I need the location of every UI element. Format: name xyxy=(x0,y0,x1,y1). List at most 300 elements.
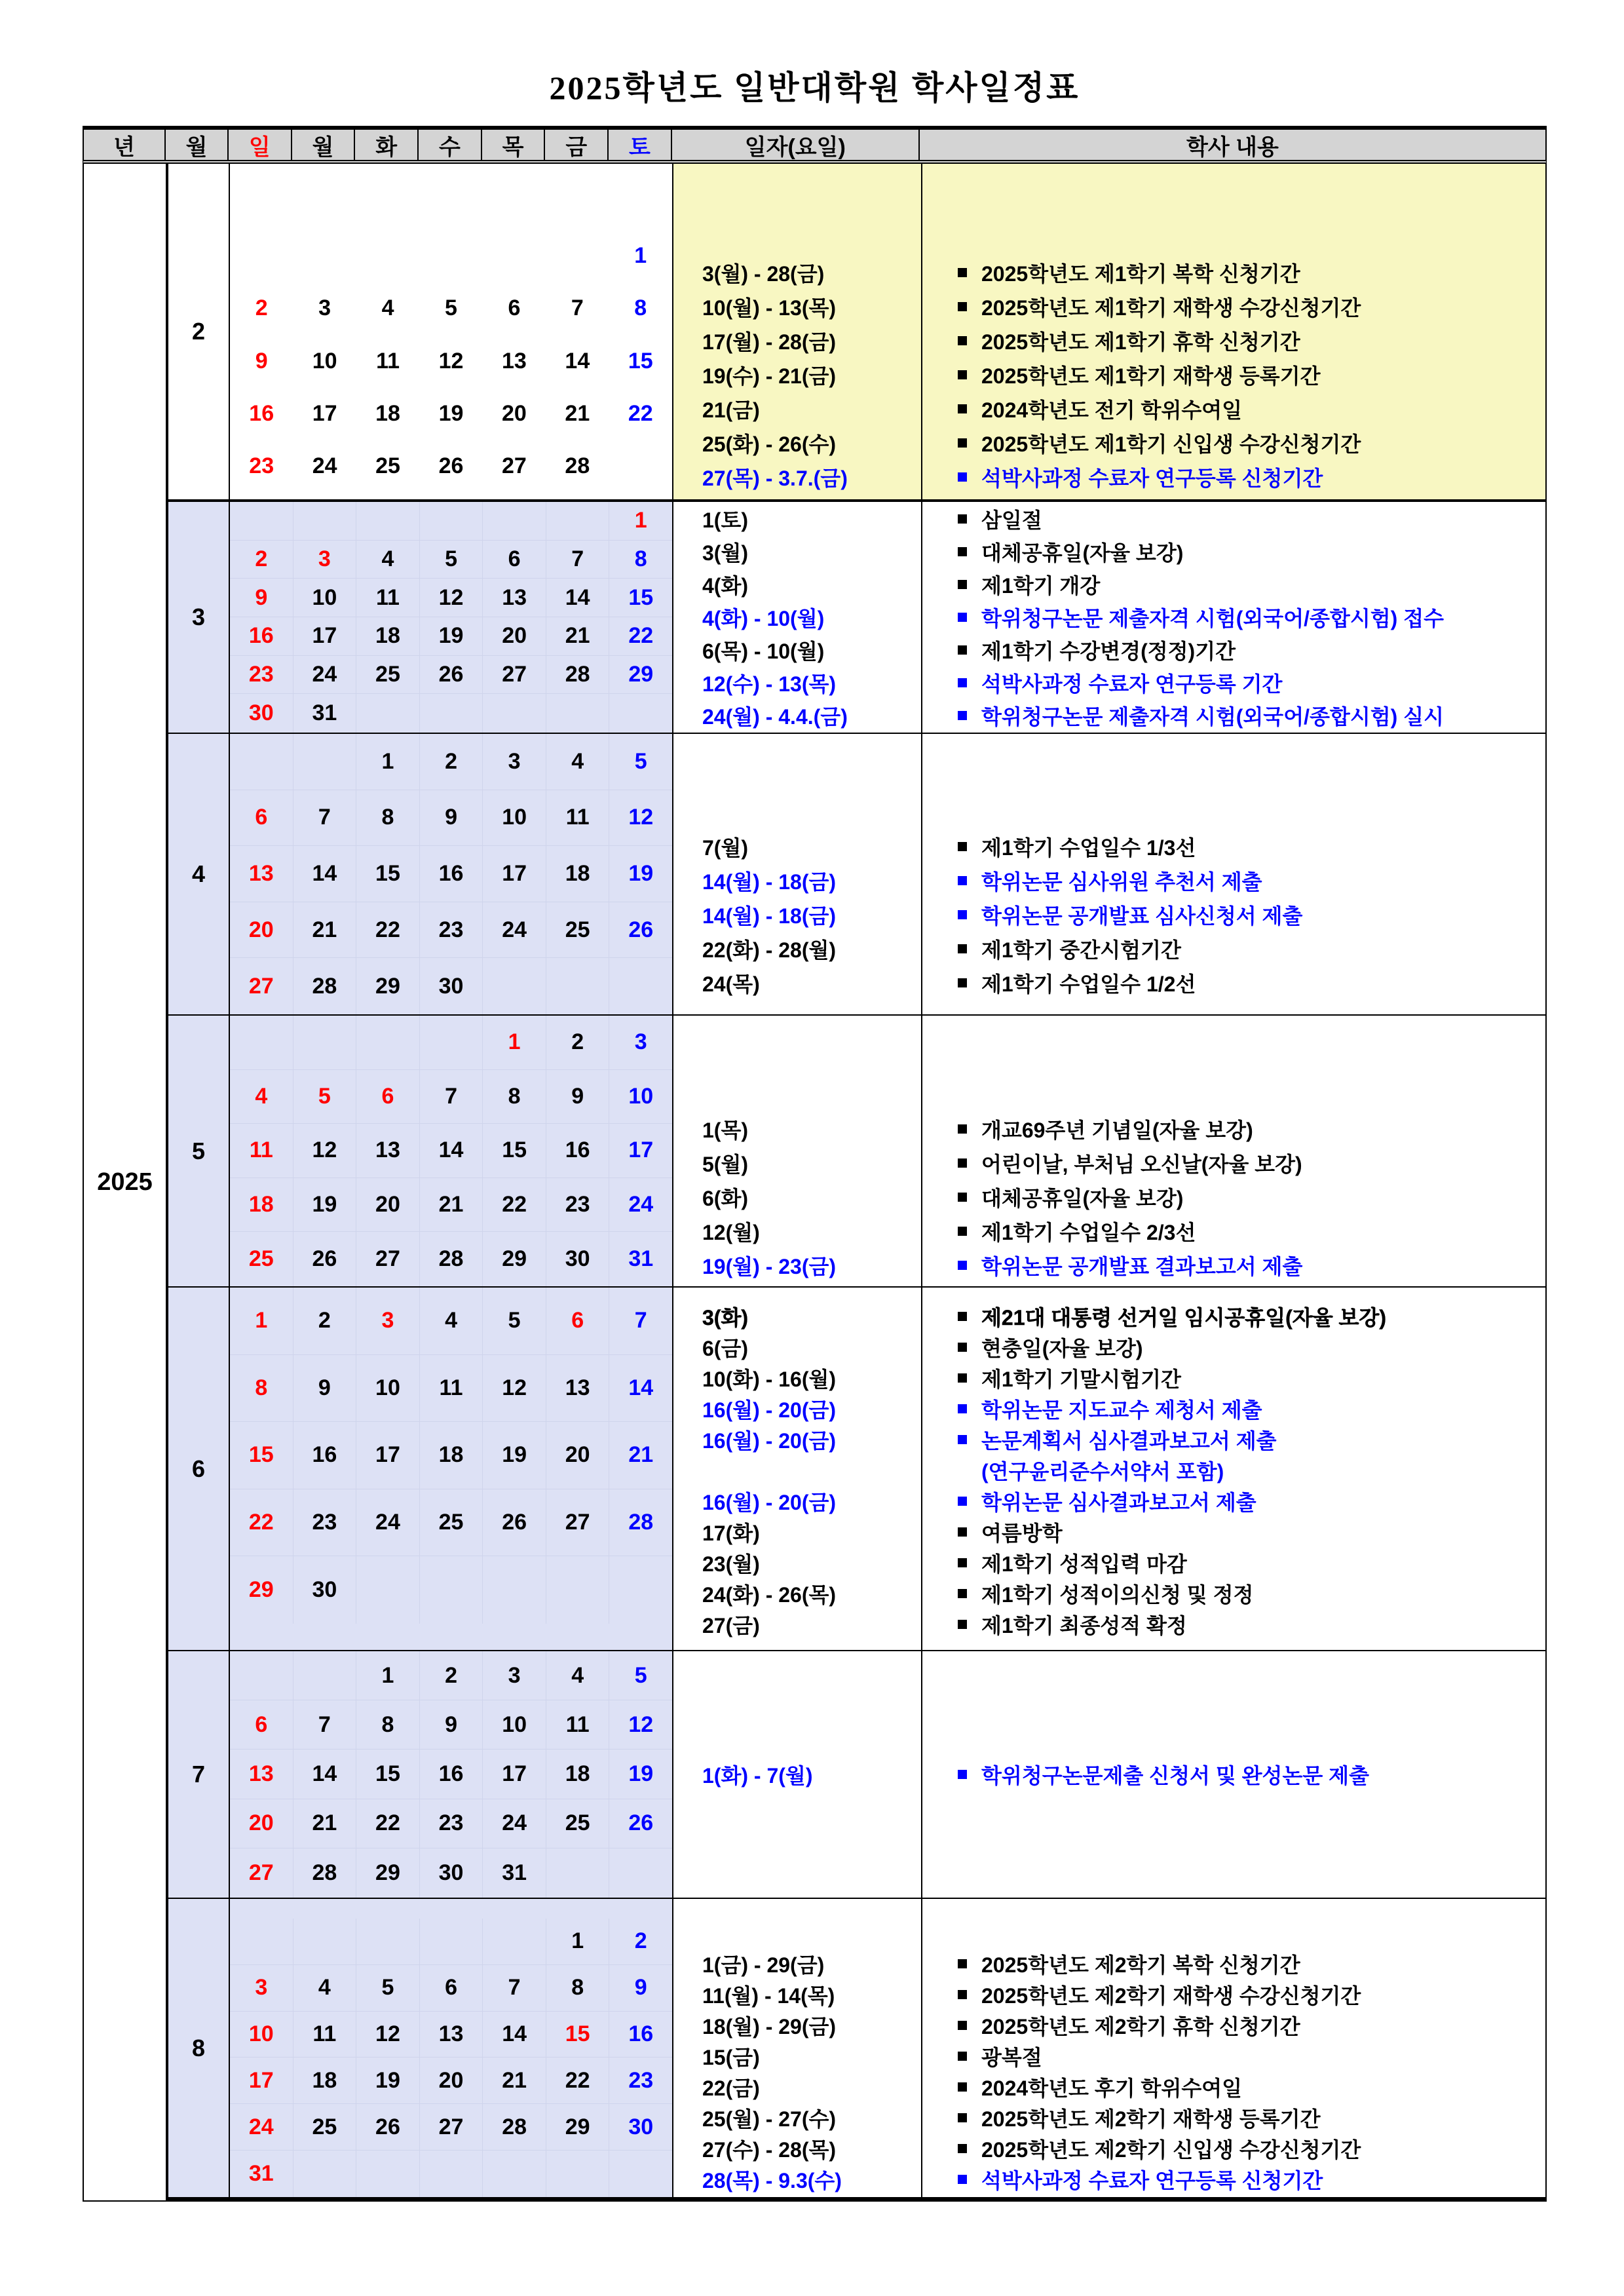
schedule-date: 6(목) - 10(월) xyxy=(702,640,825,663)
academic-calendar-table xyxy=(83,126,1547,2202)
schedule-text: 대체공휴일(자율 보강) xyxy=(921,537,1183,567)
day-number: 17 xyxy=(628,1138,654,1163)
day-number: 25 xyxy=(438,1510,464,1535)
day-number: 26 xyxy=(438,662,464,687)
schedule-item xyxy=(673,290,1545,324)
schedule-text: 학위논문 공개발표 심사신청서 제출 xyxy=(921,900,1302,930)
schedule-item xyxy=(673,1547,1545,1578)
day-number: 6 xyxy=(571,1308,584,1333)
schedule-item xyxy=(673,1146,1545,1180)
day-number: 2 xyxy=(255,546,268,571)
calendar-day-cell xyxy=(230,846,293,902)
day-number: 17 xyxy=(502,1761,527,1786)
calendar-day-cell xyxy=(293,846,357,902)
calendar-week xyxy=(230,579,672,617)
bullet-square-icon xyxy=(958,978,967,987)
calendar-day-cell xyxy=(609,229,672,282)
day-number: 19 xyxy=(628,860,654,886)
schedule-text: 개교69주년 기념일(자율 보강) xyxy=(921,1114,1253,1144)
schedule-text: 대체공휴일(자율 보강) xyxy=(921,1182,1183,1212)
day-number: 8 xyxy=(381,1712,394,1737)
calendar-day-cell xyxy=(483,1178,546,1233)
schedule-date: 19(월) - 23(금) xyxy=(702,1255,837,1278)
day-number: 16 xyxy=(438,860,464,886)
schedule-date: 4(화) xyxy=(702,574,749,598)
day-number: 24 xyxy=(312,662,337,687)
calendar-day-cell xyxy=(230,1422,293,1489)
calendar-day-cell xyxy=(420,1422,483,1489)
calendar-day-cell xyxy=(546,1232,610,1286)
calendar-week xyxy=(230,694,672,733)
calendar-day-cell xyxy=(293,1124,357,1178)
schedule-item xyxy=(673,1578,1545,1609)
month-label-2: 2 xyxy=(191,318,206,345)
schedule-date: 25(화) - 26(수) xyxy=(702,432,837,456)
calendar-day-cell xyxy=(483,1288,546,1355)
schedule-item xyxy=(673,1331,1545,1362)
day-number: 12 xyxy=(375,2021,400,2047)
day-number: 16 xyxy=(249,400,274,426)
calendar-week xyxy=(230,1919,672,1965)
schedule-text: 2024학년도 전기 학위수여일 xyxy=(921,394,1242,424)
calendar-day-cell xyxy=(609,1355,672,1423)
schedule-item xyxy=(673,392,1545,426)
day-number: 24 xyxy=(312,453,337,479)
calendar-day-cell xyxy=(546,1422,610,1489)
day-number: 4 xyxy=(445,1308,457,1333)
schedule-text: 학위논문 심사위원 추천서 제출 xyxy=(921,866,1262,896)
schedule-date: 10(월) - 13(목) xyxy=(702,296,837,320)
schedule-item xyxy=(673,898,1545,932)
day-number: 13 xyxy=(565,1375,590,1400)
schedule-date: 6(금) xyxy=(702,1336,749,1360)
calendar-week xyxy=(230,1700,672,1750)
calendar-week xyxy=(230,1178,672,1233)
day-number: 1 xyxy=(634,508,647,533)
schedule-text: 제1학기 중간시험기간 xyxy=(921,934,1181,964)
day-number: 3 xyxy=(255,1975,268,2000)
calendar-day-cell xyxy=(546,1965,610,2012)
month-label-5: 5 xyxy=(168,1016,229,1286)
calendar-day-cell xyxy=(483,1700,546,1750)
day-number: 21 xyxy=(312,917,337,942)
day-number: 21 xyxy=(628,1442,654,1468)
bullet-square-icon xyxy=(958,1261,967,1270)
calendar-day-cell xyxy=(230,902,293,959)
day-number: 18 xyxy=(438,1442,464,1468)
day-number: 28 xyxy=(565,662,590,687)
calendar-day-cell xyxy=(546,1651,610,1700)
calendar-day-cell xyxy=(420,1651,483,1700)
calendar-day-cell xyxy=(356,1124,420,1178)
schedule-date: 25(월) - 27(수) xyxy=(702,2107,837,2131)
calendar-day-cell xyxy=(420,694,483,733)
calendar-day-cell xyxy=(420,1750,483,1799)
calendar-day-cell xyxy=(420,1124,483,1178)
day-number: 3 xyxy=(634,1029,647,1055)
schedule-text: 2025학년도 제1학기 재학생 등록기간 xyxy=(921,360,1321,390)
calendar-day-cell xyxy=(293,579,357,617)
calendar-day-cell xyxy=(293,282,356,334)
calendar-day-cell xyxy=(546,694,610,733)
calendar-day-cell xyxy=(420,1919,483,1965)
calendar-day-cell xyxy=(293,502,357,541)
day-number: 30 xyxy=(312,1577,337,1603)
schedule-text: 제1학기 수업일수 2/3선 xyxy=(921,1216,1196,1246)
calendar-day-cell xyxy=(546,229,609,282)
calendar-day-cell xyxy=(546,1355,610,1423)
day-number: 21 xyxy=(565,623,590,649)
day-number: 18 xyxy=(375,400,400,426)
schedule-date: 22(금) xyxy=(702,2076,760,2100)
calendar-day-cell xyxy=(230,1919,293,1965)
calendar-day-cell xyxy=(420,2057,483,2104)
calendar-week xyxy=(230,229,672,282)
schedule-date: 19(수) - 21(금) xyxy=(702,364,837,388)
calendar-week xyxy=(230,440,672,493)
day-number: 2 xyxy=(445,1662,457,1688)
calendar-day-cell xyxy=(356,2057,420,2104)
schedule-date: 16(월) - 20(금) xyxy=(702,1490,837,1514)
day-number: 31 xyxy=(628,1246,654,1272)
schedule-date: 12(월) xyxy=(702,1221,760,1244)
calendar-day-cell xyxy=(483,2057,546,2104)
calendar-day-cell xyxy=(293,1799,357,1848)
calendar-day-cell xyxy=(293,387,356,440)
month-row-3 xyxy=(168,502,1545,734)
calendar-day-cell xyxy=(546,1124,610,1178)
schedule-item xyxy=(673,460,1545,494)
calendar-day-cell xyxy=(230,502,293,541)
day-number: 6 xyxy=(508,296,521,321)
day-number: 18 xyxy=(248,1192,274,1217)
calendar-day-cell xyxy=(356,1556,420,1624)
calendar-day-cell xyxy=(293,1489,357,1557)
day-number: 12 xyxy=(438,584,464,610)
calendar-day-cell xyxy=(483,282,546,334)
calendar-day-cell xyxy=(546,902,610,959)
calendar-day-cell xyxy=(356,1651,420,1700)
day-number: 27 xyxy=(375,1246,400,1272)
calendar-day-cell xyxy=(293,1750,357,1799)
bullet-square-icon xyxy=(958,336,967,345)
day-number: 10 xyxy=(502,1712,527,1737)
calendar-day-cell xyxy=(356,541,420,579)
day-number: 16 xyxy=(438,1761,464,1786)
schedule-text: 2025학년도 제2학기 재학생 등록기간 xyxy=(921,2103,1321,2133)
day-number: 2 xyxy=(634,1928,647,1954)
bullet-square-icon xyxy=(958,1527,967,1537)
schedule-date: 3(화) xyxy=(702,1305,749,1330)
calendar-day-cell xyxy=(546,335,609,387)
day-number: 24 xyxy=(502,917,527,942)
calendar-day-cell xyxy=(230,958,293,1014)
calendar-day-cell xyxy=(293,1232,357,1286)
month-row-2 xyxy=(168,164,1545,502)
day-number: 25 xyxy=(312,2114,337,2139)
date-content-divider xyxy=(921,1899,922,2197)
bullet-square-icon xyxy=(958,2113,967,2122)
calendar-day-cell xyxy=(546,387,609,440)
schedule-item xyxy=(673,1455,1545,1485)
calendar-day-cell xyxy=(546,1799,610,1848)
calendar-day-cell xyxy=(483,790,546,847)
calendar-day-cell xyxy=(546,958,610,1014)
schedule-date: 28(목) - 9.3(수) xyxy=(702,2168,842,2192)
header-day-sat: 토 xyxy=(609,130,672,160)
month-row-7 xyxy=(168,1651,1545,1899)
month-4-schedule xyxy=(672,734,1545,1014)
calendar-day-cell xyxy=(419,229,482,282)
calendar-day-cell xyxy=(293,229,356,282)
schedule-item xyxy=(673,601,1545,634)
schedule-date: 12(수) - 13(목) xyxy=(702,672,837,696)
day-number: 18 xyxy=(565,860,590,886)
calendar-day-cell xyxy=(609,1651,672,1700)
calendar-day-cell xyxy=(293,2151,357,2197)
calendar-day-cell xyxy=(356,902,420,959)
date-content-divider xyxy=(921,1288,922,1650)
calendar-day-cell xyxy=(420,502,483,541)
schedule-item xyxy=(673,426,1545,460)
calendar-day-cell xyxy=(546,2104,610,2151)
month-rows-container xyxy=(166,164,1545,2202)
calendar-day-cell xyxy=(483,1124,546,1178)
calendar-day-cell xyxy=(230,440,293,493)
calendar-day-cell xyxy=(420,2012,483,2058)
calendar-week xyxy=(230,734,672,790)
month-3-calendar xyxy=(229,502,672,733)
day-number: 6 xyxy=(255,1712,268,1737)
day-number: 30 xyxy=(565,1246,590,1272)
schedule-date: 24(목) xyxy=(702,972,760,996)
schedule-item xyxy=(673,2164,1545,2194)
day-number: 19 xyxy=(628,1761,654,1786)
calendar-week xyxy=(230,1489,672,1557)
day-number: 3 xyxy=(508,1662,521,1688)
calendar-day-cell xyxy=(483,1651,546,1700)
schedule-text: 제1학기 기말시험기간 xyxy=(921,1363,1181,1393)
day-number: 11 xyxy=(439,1375,463,1400)
bullet-square-icon xyxy=(958,1990,967,1999)
calendar-day-cell xyxy=(483,1919,546,1965)
calendar-day-cell xyxy=(293,1070,357,1124)
day-number: 22 xyxy=(375,1810,400,1836)
schedule-date: 10(화) - 16(월) xyxy=(702,1367,837,1391)
day-number: 13 xyxy=(248,1761,274,1786)
day-number: 27 xyxy=(565,1510,590,1535)
day-number: 26 xyxy=(628,1810,654,1836)
calendar-day-cell xyxy=(609,1919,672,1965)
calendar-day-cell xyxy=(230,1651,293,1700)
day-number: 26 xyxy=(628,917,654,942)
schedule-item xyxy=(673,2133,1545,2164)
day-number: 18 xyxy=(565,1761,590,1786)
schedule-item xyxy=(673,1180,1545,1214)
bullet-square-icon xyxy=(958,678,967,687)
calendar-day-cell xyxy=(483,2151,546,2197)
day-number: 13 xyxy=(375,1138,400,1163)
day-number: 29 xyxy=(375,1860,400,1885)
day-number: 10 xyxy=(375,1375,400,1400)
bullet-square-icon xyxy=(958,1373,967,1383)
calendar-day-cell xyxy=(356,1965,420,2012)
calendar-day-cell xyxy=(293,902,357,959)
calendar-day-cell xyxy=(420,1355,483,1423)
calendar-day-cell xyxy=(546,1070,610,1124)
table-header-row xyxy=(83,130,1547,164)
calendar-day-cell xyxy=(483,387,546,440)
calendar-day-cell xyxy=(546,440,609,493)
calendar-week xyxy=(230,846,672,902)
calendar-week xyxy=(230,1965,672,2012)
bullet-square-icon xyxy=(958,645,967,655)
day-number: 14 xyxy=(312,860,337,886)
day-number: 28 xyxy=(438,1246,464,1272)
day-number: 7 xyxy=(508,1975,521,2000)
calendar-day-cell xyxy=(230,656,293,695)
page-title: 2025학년도 일반대학원 학사일정표 xyxy=(549,69,1080,106)
day-number: 9 xyxy=(318,1375,331,1400)
day-number: 9 xyxy=(571,1083,584,1109)
schedule-item xyxy=(673,1112,1545,1146)
schedule-date: 24(월) - 4.4.(금) xyxy=(702,705,848,729)
calendar-day-cell xyxy=(609,282,672,334)
calendar-day-cell xyxy=(483,902,546,959)
day-number: 3 xyxy=(508,748,521,774)
day-number: 14 xyxy=(438,1138,464,1163)
calendar-day-cell xyxy=(356,502,420,541)
calendar-day-cell xyxy=(609,790,672,847)
day-number: 11 xyxy=(249,1138,273,1163)
calendar-day-cell xyxy=(483,1965,546,2012)
calendar-day-cell xyxy=(546,1489,610,1557)
calendar-day-cell xyxy=(420,617,483,656)
calendar-day-cell xyxy=(293,790,357,847)
calendar-day-cell xyxy=(546,1848,610,1898)
schedule-date: 11(월) - 14(목) xyxy=(702,1983,835,2008)
calendar-week xyxy=(230,387,672,440)
month-5-schedule xyxy=(672,1016,1545,1286)
calendar-day-cell xyxy=(293,1700,357,1750)
day-number: 7 xyxy=(634,1308,647,1333)
schedule-text: 2025학년도 제1학기 복학 신청기간 xyxy=(921,258,1300,288)
calendar-day-cell xyxy=(609,1422,672,1489)
month-7-calendar xyxy=(229,1651,672,1898)
calendar-day-cell xyxy=(609,2012,672,2058)
bullet-square-icon xyxy=(958,1158,967,1168)
month-label-3: 3 xyxy=(168,502,229,733)
schedule-text: 2024학년도 후기 학위수여일 xyxy=(921,2072,1242,2102)
day-number: 29 xyxy=(628,662,654,687)
calendar-day-cell xyxy=(356,958,420,1014)
calendar-day-cell xyxy=(609,502,672,541)
calendar-day-cell xyxy=(356,734,420,790)
calendar-day-cell xyxy=(483,1750,546,1799)
day-number: 9 xyxy=(634,1975,647,2000)
day-number: 14 xyxy=(312,1761,337,1786)
day-number: 5 xyxy=(508,1308,521,1333)
day-number: 22 xyxy=(375,917,400,942)
date-content-divider xyxy=(921,164,922,499)
calendar-day-cell xyxy=(356,1232,420,1286)
calendar-day-cell xyxy=(483,440,546,493)
calendar-day-cell xyxy=(356,1919,420,1965)
month-8-schedule xyxy=(672,1899,1545,2197)
schedule-text: 2025학년도 제2학기 신입생 수강신청기간 xyxy=(921,2133,1361,2164)
schedule-item xyxy=(673,2040,1545,2071)
day-number: 28 xyxy=(628,1510,654,1535)
calendar-day-cell xyxy=(419,440,482,493)
day-number: 17 xyxy=(312,400,337,426)
schedule-date: 27(수) - 28(목) xyxy=(702,2137,837,2162)
schedule-date: 14(월) - 18(금) xyxy=(702,870,837,894)
calendar-day-cell xyxy=(483,1232,546,1286)
calendar-day-cell xyxy=(230,1799,293,1848)
calendar-week xyxy=(230,2012,672,2058)
day-number: 22 xyxy=(502,1192,527,1217)
day-number: 4 xyxy=(381,546,394,571)
day-number: 8 xyxy=(255,1375,268,1400)
calendar-week xyxy=(230,656,672,695)
schedule-item xyxy=(673,666,1545,699)
calendar-day-cell xyxy=(483,2012,546,2058)
day-number: 24 xyxy=(375,1510,400,1535)
schedule-date: 18(월) - 29(금) xyxy=(702,2014,837,2038)
calendar-day-cell xyxy=(293,1651,357,1700)
day-number: 11 xyxy=(312,2021,337,2047)
bullet-square-icon xyxy=(958,370,967,379)
day-number: 6 xyxy=(381,1083,394,1109)
calendar-day-cell xyxy=(483,229,546,282)
bullet-square-icon xyxy=(958,944,967,953)
day-number: 6 xyxy=(445,1975,457,2000)
calendar-day-cell xyxy=(230,1178,293,1233)
calendar-day-cell xyxy=(293,734,357,790)
calendar-day-cell xyxy=(293,617,357,656)
calendar-day-cell xyxy=(230,282,293,334)
schedule-text: 학위논문 지도교수 제청서 제출 xyxy=(921,1394,1262,1424)
schedule-text: 석박사과정 수료자 연구등록 신청기간 xyxy=(921,2164,1323,2194)
table-body xyxy=(83,164,1547,2202)
calendar-week xyxy=(230,502,672,541)
day-number: 25 xyxy=(375,662,400,687)
calendar-day-cell xyxy=(293,1355,357,1423)
schedule-date: 27(금) xyxy=(702,1613,760,1637)
header-day-mon: 월 xyxy=(292,130,356,160)
day-number: 27 xyxy=(502,662,527,687)
calendar-day-cell xyxy=(230,1070,293,1124)
calendar-week xyxy=(230,282,672,334)
calendar-day-cell xyxy=(230,2012,293,2058)
day-number: 30 xyxy=(248,700,274,726)
calendar-week xyxy=(230,1232,672,1286)
calendar-day-cell xyxy=(546,2151,610,2197)
calendar-day-cell xyxy=(230,229,293,282)
calendar-day-cell xyxy=(609,2057,672,2104)
calendar-day-cell xyxy=(230,1232,293,1286)
bullet-square-icon xyxy=(958,1193,967,1202)
calendar-day-cell xyxy=(230,1700,293,1750)
schedule-item xyxy=(673,932,1545,966)
day-number: 29 xyxy=(565,2114,590,2139)
calendar-day-cell xyxy=(609,902,672,959)
day-number: 4 xyxy=(255,1083,268,1109)
calendar-day-cell xyxy=(356,1288,420,1355)
day-number: 11 xyxy=(565,1712,590,1737)
schedule-text: 학위청구논문제출 신청서 및 완성논문 제출 xyxy=(921,1759,1369,1789)
calendar-day-cell xyxy=(609,387,672,440)
